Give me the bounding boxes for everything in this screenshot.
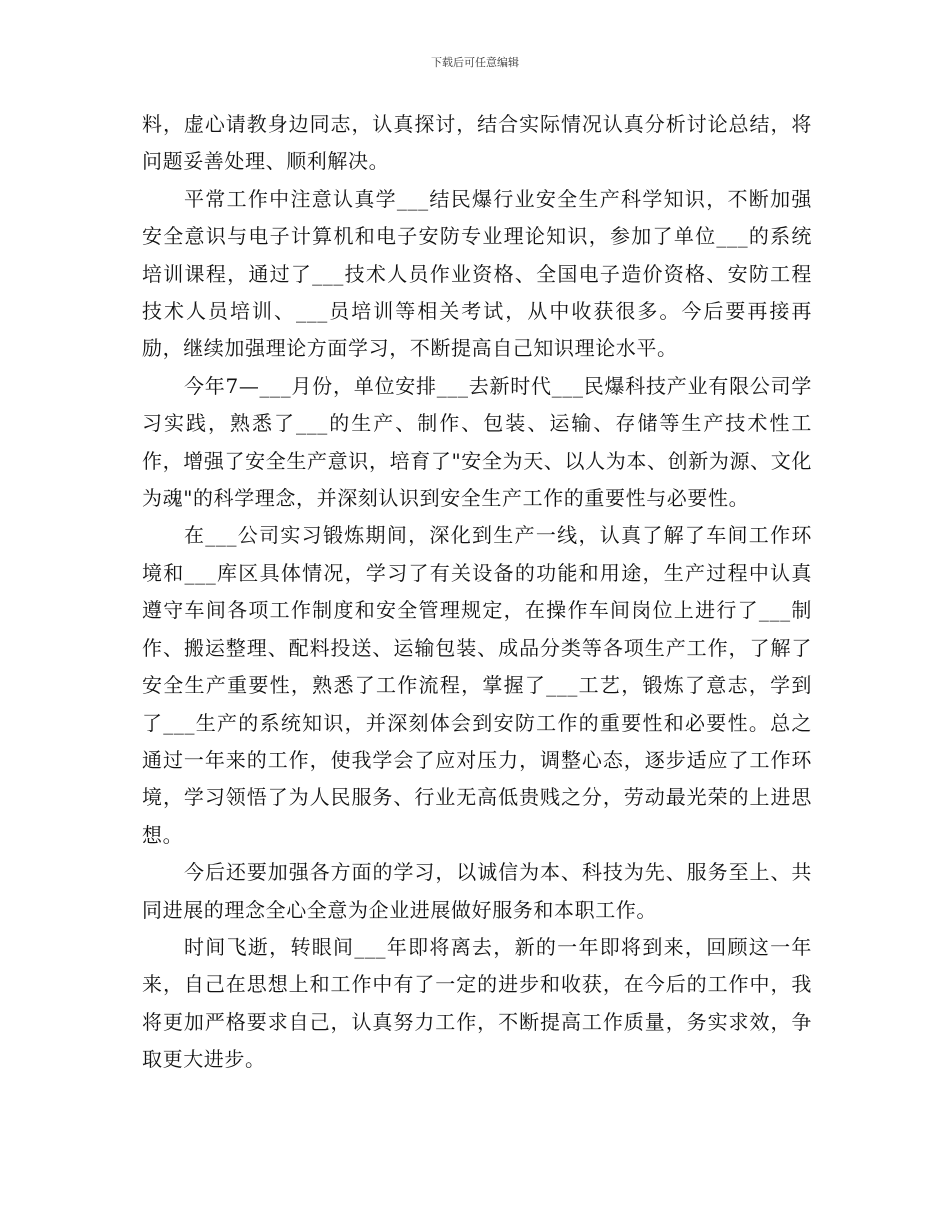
document-body	[142, 106, 812, 1079]
paragraph-2: 平常工作中注意认真学___结民爆行业安全生产科学知识，不断加强安全意识与电子计算机和电子安防专业理论知识，参加了单位___的系统培训课程，通过了___技术人员作业资格、全国电子造价资格、安防工程技术人员培训、___员培训等相关考试，从中收获很多。今后要再接再励，继续加强理论方面学习，不断提高自己知识理论水平。	[142, 186, 812, 361]
paragraph-3: 今年7—___月份，单位安排___去新时代___民爆科技产业有限公司学习实践，熟悉了___的生产、制作、包装、运输、存储等生产技术性工作，增强了安全生产意识，培育了"安全为天、以人为本、创新为源、文化为魂"的科学理念，并深刻认识到安全生产工作的重要性与必要性。	[142, 373, 812, 511]
paragraph-1: 料，虚心请教身边同志，认真探讨，结合实际情况认真分析讨论总结，将问题妥善处理、顺利解决。	[142, 112, 812, 174]
paragraph-5: 今后还要加强各方面的学习，以诚信为本、科技为先、服务至上、共同进展的理念全心全意为企业进展做好服务和本职工作。	[142, 860, 812, 922]
page-header: 下载后可任意编辑	[431, 56, 519, 69]
paragraph-4: 在___公司实习锻炼期间，深化到生产一线，认真了解了车间工作环境和___库区具体情况，学习了有关设备的功能和用途，生产过程中认真遵守车间各项工作制度和安全管理规定，在操作车间岗位上进行了___制作、搬运整理、配料投送、运输包装、成品分类等各项生产工作，了解了安全生产重要性，熟悉了工作流程，掌握了___工艺，锻炼了意志，学到了___生产的系统知识，并深刻体会到安防工作的重要性和必要性。总之通过一年来的工作，使我学会了应对压力，调整心态，逐步适应了工作环境，学习领悟了为人民服务、行业无高低贵贱之分，劳动最光荣的上进思想。	[142, 523, 812, 847]
paragraph-6: 时间飞逝，转眼间___年即将离去，新的一年即将到来，回顾这一年来，自己在思想上和工作中有了一定的进步和收获，在今后的工作中，我将更加严格要求自己，认真努力工作，不断提高工作质量，务实求效，争取更大进步。	[142, 934, 812, 1072]
